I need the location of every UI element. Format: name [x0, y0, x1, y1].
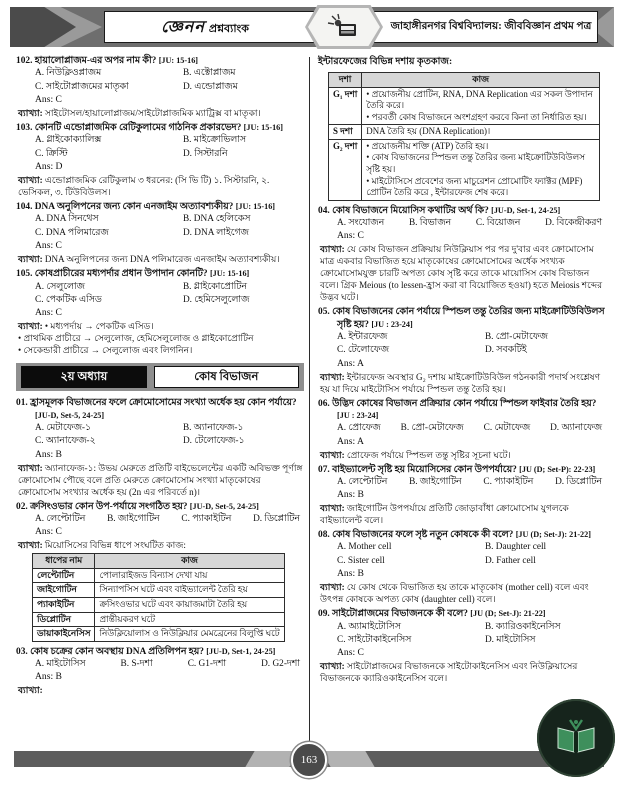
- question-text: 104. DNA অনুলিপনের জন্য কোন এনজাইম অত্যাবশ্যকীয়? [JU: 15-16]: [16, 202, 276, 213]
- options-grid: [16, 422, 304, 449]
- explanation-label: ব্যাখ্যা:: [320, 661, 345, 672]
- table-header-cell: ধাপের নাম: [33, 554, 95, 569]
- chapter-number: ২য় অধ্যায়: [21, 366, 147, 388]
- explanation-label: ব্যাখ্যা:: [320, 244, 345, 255]
- interphase-table-holder: [318, 72, 606, 201]
- option: A. মাইটোসিস: [35, 659, 86, 669]
- table-row: [33, 598, 285, 613]
- options-grid: [318, 217, 606, 230]
- option: A. নিউক্লিওপ্লাজম: [35, 68, 102, 79]
- explanation-line: [16, 684, 304, 696]
- question-text: 02. ক্রসিংওভার কোন উপ-পর্যায়ে সংগঠিত হয়? [JU-D, Set-5, 24-25]: [16, 501, 259, 512]
- question-block: [16, 268, 304, 356]
- option: C. অ্যানাফেজ-২: [35, 436, 96, 447]
- table-cell: S দশা: [329, 125, 362, 140]
- table-cell: ক্রসিংওভার ঘটে এবং কায়াজমাটা তৈরি হয়: [95, 598, 284, 613]
- option: B. DNA হেলিকেস: [182, 214, 251, 225]
- explanation-line: ব্যাখ্যা: অ্যানাফেজ-১: উভয় মেরুতে প্রতিটি বাইভেলেন্টের একটি অবিভক্ত পূর্ণাঙ্গ ক্রোমোসোম পৌছে বলে প্রতি মেরুতে ক্রোমোসোম সংখ্যা মাতৃকোষের ক্রোমোসোম সংখ্যার অর্ধেক হয় (2n এর পরিবর্তে n)।: [18, 462, 303, 497]
- question-block: [318, 464, 606, 527]
- question-number: 105.: [16, 269, 35, 280]
- lamp-book-icon: [327, 13, 361, 41]
- brand-logo-watermark: [537, 699, 615, 777]
- option: B. জাইগোটিন: [409, 476, 462, 487]
- table-row: [33, 583, 285, 598]
- question-block: [16, 397, 304, 497]
- answer-line: Ans: B: [35, 671, 62, 683]
- right-column: [318, 55, 606, 687]
- table-cell-line: • কোষ বিভাজনের স্পিন্ডল তন্তু তৈরির জন্য মাইক্রোটিউবিউলস সৃষ্টি হয়।: [366, 152, 585, 175]
- explanation-line: ব্যাখ্যা: জাইগোটিন উপপর্যায়ে প্রতিটি জোড়াবাঁধা ক্রোমোসোম যুগলকে বাইভ্যালেন্ট বলে।: [320, 503, 569, 526]
- option: A. মেটাফেজ-১: [35, 422, 92, 433]
- explanation-line: ব্যাখ্যা: • মধ্যপর্দায় → পেকটিক এসিড।: [18, 321, 154, 332]
- answer-line: Ans: C: [35, 307, 62, 319]
- explanation-label: ব্যাখ্যা:: [320, 582, 345, 593]
- options-grid: [16, 658, 304, 671]
- chapter-title: কোষ বিভাজন: [154, 366, 299, 388]
- brand-area: [105, 14, 305, 41]
- table-cell: নিউক্লিয়োলাস ও নিউক্লিয়ার মেমব্রেনের বিলুপ্তি ঘটে: [95, 627, 284, 642]
- question-ref: [JU: 15-16]: [243, 123, 283, 133]
- option: C. প্যাকাইটিন: [181, 513, 232, 524]
- option: D. অ্যানাফেজ: [550, 423, 602, 434]
- table-cell: [362, 125, 600, 140]
- question-ref: [JU: 15-16]: [235, 202, 276, 212]
- option: D. ডিপ্লোটিন: [253, 513, 300, 524]
- explanation-label: ব্যাখ্যা:: [320, 449, 345, 460]
- brand-title: জ্ঞেনন: [161, 18, 205, 36]
- question-block: [318, 529, 606, 605]
- question-ref: [JU-D, Set-5, 24-25]: [189, 501, 259, 511]
- options-grid: [318, 422, 606, 435]
- table-cell: লেপ্টোটিন: [33, 568, 95, 583]
- options-grid: [16, 281, 304, 308]
- table-header-row: [33, 554, 285, 569]
- header-banner: [10, 7, 614, 47]
- option: D. বিকেন্দ্রীকরণ: [545, 218, 602, 228]
- option: C. সাইটোকাইনেসিস: [337, 634, 412, 645]
- option: D. G2-দশা: [261, 659, 300, 669]
- answer-line: Ans: C: [35, 240, 62, 252]
- explanation-label: ব্যাখ্যা:: [18, 321, 43, 332]
- question-ref: [JU-D, Set-5, 24-25]: [35, 410, 105, 420]
- column-divider: [309, 57, 310, 746]
- question-number: 04.: [318, 205, 333, 216]
- explanation-line: ব্যাখ্যা: ইন্টারফেজ অবস্থার G₂ দশায় মাইক্রোটিউবিউল গঠনকারী পদার্থ সংশ্লেষণ হয় যা দিয়ে মাইটোসিস পর্যায়ে স্পিন্ডল তন্তু তৈরি হয়।: [320, 371, 601, 394]
- question-ref: [JU: 15-16]: [158, 56, 199, 65]
- question-ref: [JU (D; Set-J): 21-22]: [515, 530, 591, 540]
- table-cell: জাইগোটিন: [33, 583, 95, 598]
- explanation-line: ব্যাখ্যা: সাইটোপ্লাজমের বিভাজনকে সাইটোকাইনেসিস এবং নিউক্লিয়াসের বিভাজনকে ক্যারিওকাইনেসিস বলে।: [320, 661, 578, 684]
- options-grid: [16, 213, 304, 240]
- option: D. এন্ডোপ্লাজম: [182, 81, 238, 92]
- option: B. গ্লাইকোপ্রোটিন: [182, 281, 247, 292]
- option: B. প্রো-মেটাফেজ: [484, 331, 548, 342]
- table-cell: সিন্যাপসিস ঘটে এবং বাইভ্যালেন্ট তৈরি হয়: [95, 583, 284, 598]
- option: B. জাইগোটিন: [107, 513, 160, 524]
- explanation-label: ব্যাখ্যা:: [18, 108, 43, 119]
- table-row: [33, 568, 285, 583]
- page-number-badge: 163: [291, 742, 327, 778]
- option: C. ক্রিস্টি: [35, 148, 68, 159]
- question-block: [16, 201, 304, 265]
- option: A. গ্লাইকোক্যালিক্স: [35, 135, 102, 146]
- table-cell: G₁ দশা: [329, 87, 362, 125]
- explanation-line: ব্যাখ্যা: DNA অনুলিপনের জন্য DNA পলিমারেজ এনজাইম অত্যাবশ্যকীয়।: [18, 254, 280, 265]
- table-row: [329, 139, 600, 200]
- option: A. DNA সিনথেস: [35, 214, 99, 225]
- question-number: 01.: [16, 398, 31, 409]
- option: B. বিভাজন: [408, 218, 452, 228]
- data-table: [328, 72, 600, 201]
- table-cell: প্যাকাইটিন: [33, 598, 95, 613]
- option: A. প্রোফেজ: [337, 423, 381, 434]
- option: C. DNA পলিমারেজ: [35, 227, 109, 238]
- answer-line: Ans: B: [35, 448, 62, 460]
- question-number: 02.: [16, 501, 31, 512]
- option: C. G1-দশা: [187, 659, 227, 669]
- answer-line: Ans: D: [35, 161, 63, 173]
- question-text: 04. কোষ বিভাজনে মিয়োসিস কথাটির অর্থ কি? [JU-D, Set-1, 24-25]: [318, 205, 561, 216]
- option: C. টেলোফেজ: [337, 345, 389, 356]
- explanation-line: ব্যাখ্যা: সাইটোসল/হায়ালোপ্লাজম/সাইটোপ্লাজমিক ম্যাট্রিক্স বা মাতৃকা।: [18, 108, 261, 119]
- question-number: 102.: [16, 56, 35, 66]
- option: C. Sister cell: [337, 555, 385, 566]
- question-ref: [JU-D, Set-1, 24-25]: [491, 205, 561, 215]
- table-cell: G₂ দশা: [329, 139, 362, 200]
- option: D. DNA লাইগেজ: [182, 227, 249, 238]
- question-block: [16, 122, 304, 198]
- option: C. পেকটিক এসিড: [35, 294, 102, 305]
- explanation-label: ব্যাখ্যা:: [320, 503, 345, 514]
- option: D. Father cell: [484, 555, 536, 566]
- question-text: 09. সাইটোপ্লাজমের বিভাজনকে কী বলে? [JU (D; Set-J): 21-22]: [318, 609, 546, 620]
- table-cell-line: • প্রয়োজনীয় শক্তি (ATP) তৈরি হয়।: [366, 140, 489, 151]
- option: D. সিস্টারনি: [182, 148, 228, 159]
- option: B. এক্টোপ্লাজম: [182, 68, 236, 79]
- question-number: 06.: [318, 398, 333, 409]
- options-grid: [318, 541, 606, 568]
- table-cell: [362, 87, 600, 125]
- question-block: [16, 501, 304, 642]
- header-right-title: জাহাঙ্গীরনগর বিশ্ববিদ্যালয়: জীববিজ্ঞান প্রথম পত্র: [390, 20, 592, 32]
- option: D. মাইটোসিস: [484, 634, 536, 645]
- question-ref: [JU : 23-24]: [337, 410, 379, 420]
- table-row: [329, 125, 600, 140]
- question-block: [16, 55, 304, 119]
- question-ref: [JU-D, Set-1, 24-25]: [206, 646, 276, 656]
- table-header-cell: দশা: [329, 73, 362, 88]
- questions-04-09: [318, 205, 606, 685]
- explanation-line: ব্যাখ্যা: যে কোষ থেকে বিভাজিত হয় তাকে মাতৃকোষ (mother cell) বলে এবং উৎপন্ন কোষকে অপত্য কোষ (daughter cell) বলে।: [320, 582, 589, 605]
- option: A. সেলুলোজ: [35, 281, 85, 292]
- answer-line: Ans: B: [337, 489, 364, 501]
- answer-line: Ans: B: [337, 568, 364, 580]
- explanation-label: ব্যাখ্যা:: [320, 371, 345, 382]
- question-text: 03. কোষ চক্রের কোন অবস্থায় DNA প্রতিলিপন হয়? [JU-D, Set-1, 24-25]: [16, 646, 276, 657]
- options-grid: [16, 67, 304, 94]
- option: A. Mother cell: [337, 542, 392, 553]
- question-ref: [JU : 23-24]: [371, 319, 413, 329]
- question-ref: [JU: 15-16]: [209, 269, 250, 279]
- explanation-label: ব্যাখ্যা:: [18, 175, 43, 186]
- question-text: 07. বাইভ্যালেন্ট সৃষ্টি হয় মিয়োসিসের কোন উপপর্যায়ে? [JU (D; Set-P): 22-23]: [318, 464, 596, 475]
- option: A. ইন্টারফেজ: [337, 331, 388, 342]
- question-number: 05.: [318, 307, 333, 318]
- question-text: 103. কোনটি এন্ডোপ্লাজমিক রেটিকুলামের গাঠনিক প্রকারভেদ? [JU: 15-16]: [16, 123, 283, 134]
- table-cell: [362, 139, 600, 200]
- question-block: [318, 608, 606, 684]
- answer-line: Ans: C: [35, 94, 62, 106]
- question-block: [318, 398, 606, 461]
- question-text: 06. উদ্ভিদ কোষের বিভাজন প্রক্রিয়ার কোন পর্যায়ে স্পিন্ডল ফাইবার তৈরি হয়? [JU : 23-24]: [318, 398, 597, 420]
- header-badge-inner: [308, 8, 380, 46]
- option: A. লেপ্টোটিন: [35, 513, 86, 524]
- answer-line: Ans: A: [337, 435, 364, 447]
- option: B. S-দশা: [120, 659, 153, 669]
- table-row: [33, 612, 285, 627]
- explanation-line: • সেকেন্ডারী প্রাচীরে → সেলুলোজ এবং লিগনিন।: [18, 345, 193, 356]
- question-block: [16, 646, 304, 697]
- questions-01-03: [16, 397, 304, 696]
- table-header-cell: কাজ: [362, 73, 600, 88]
- table-cell-line: • পরবর্তী কোষ বিভাজনে অংশগ্রহণ করবে কিনা তা নির্ধারিত হয়।: [366, 111, 587, 122]
- explanation-line: • প্রাথমিক প্রাচীরে → সেলুলোজ, হেমিসেলুলোজ ও গ্লাইকোপ্রোটিন: [18, 333, 254, 344]
- option: C. প্যাকাইটিন: [483, 476, 534, 487]
- table-header-row: [329, 73, 600, 88]
- question-text: 05. কোষ বিভাজনের কোন পর্যায়ে স্পিন্ডল তন্তু তৈরির জন্য মাইক্রোটিউবিউলস সৃষ্টি হয়? [JU : 23-24]: [318, 307, 605, 330]
- question-number: 03.: [16, 646, 31, 657]
- explanation-label: ব্যাখ্যা:: [18, 540, 43, 551]
- answer-line: Ans: C: [337, 230, 364, 242]
- question-number: 103.: [16, 123, 35, 134]
- explanation-line: ব্যাখ্যা: যে কোষ বিভাজন প্রক্রিয়ায় নিউক্লিয়াস পর পর দু'বার এবং ক্রোমোসোম মাত্র একবার বিভাজিত হয়ে মাতৃকোষের ক্রোমোসোমের অর্ধেক সংখ্যক ক্রোমোসোমযুক্ত চারটি অপত্য কোষ সৃষ্টি করে তাকে মায়োসিস কোষ বিভাজন বলে। গ্রিক Meious (to lessen-হ্রাস করা বা বিয়োজিত হওয়া) হতে Meiosis শব্দের উদ্ভব ঘটে।: [320, 244, 603, 303]
- question-number: 07.: [318, 464, 333, 475]
- question-block: [318, 205, 606, 304]
- table-cell: প্রান্তীয়করণ ঘটে: [95, 612, 284, 627]
- explanation-label: ব্যাখ্যা:: [18, 685, 43, 696]
- question-ref: [JU (D; Set-J): 21-22]: [470, 609, 546, 619]
- table-cell: ডায়াকাইনেসিস: [33, 627, 95, 642]
- question-number: 09.: [318, 609, 333, 620]
- brand-subtitle: প্রশ্নব্যাংক: [208, 22, 249, 35]
- table-cell-line: • মাইটোসিসে প্রবেশের জন্য মাচুরেশন প্রোমোটিং ফ্যাক্টর (MPF) প্রোটিন তৈরি করে , ইন্টারফেজ শেষ করে।: [366, 175, 583, 198]
- table-cell: ডিপ্লোটিন: [33, 612, 95, 627]
- answer-line: Ans: A: [337, 357, 364, 369]
- option: B. Daughter cell: [484, 542, 547, 553]
- option: A. অ্যামাইটোসিস: [337, 621, 401, 632]
- options-grid: [318, 476, 606, 489]
- questions-102-105: [16, 55, 304, 356]
- table-row: [329, 87, 600, 125]
- option: A. লেপ্টোটিন: [337, 476, 388, 487]
- explanation-line: ব্যাখ্যা: এন্ডোপ্লাজমিক রেটিকুলাম ৩ ধরনের: (সি ভি টি) ১. সিস্টারনি, ২. ভেসিকল, ৩. টিউবিউলস।: [18, 175, 270, 198]
- table-cell: পোলারাইজড বিন্যাস দেখা যায়: [95, 568, 284, 583]
- option: B. মাইক্রোভিলাস: [182, 135, 247, 146]
- question-text: 08. কোষ বিভাজনের ফলে সৃষ্ট নতুন কোষকে কী বলে? [JU (D; Set-J): 21-22]: [318, 530, 591, 541]
- question-number: 104.: [16, 202, 35, 213]
- option: D. হেমিসেলুলোজ: [182, 294, 250, 305]
- open-book-icon: [553, 717, 599, 759]
- chapter-header: [16, 363, 304, 391]
- option: D. সবকটিই: [484, 345, 527, 356]
- table-row: [33, 627, 285, 642]
- option: A. সংযোজন: [337, 218, 385, 228]
- option: B. ক্যারিওকাইনেসিস: [484, 621, 561, 632]
- option: D. ডিপ্লোটিন: [555, 476, 602, 487]
- question-text: 01. হ্রাসমূলক বিভাজনের ফলে ক্রোমোসোমের সংখ্যা অর্ধেক হয় কোন পর্যায়ে? [JU-D, Set-5, 24-25]: [16, 398, 297, 420]
- table-cell-line: • প্রয়োজনীয় প্রোটিন, RNA, DNA Replication এর সকল উপাদান তৈরি করে।: [366, 88, 593, 111]
- question-text: 105. কোষপ্রাচীরের মধ্যপর্দার প্রধান উপাদান কোনটি? [JU: 15-16]: [16, 269, 250, 280]
- explanation-line: ব্যাখ্যা: মিয়োসিসের বিভিন্ন ধাপে সংঘটিত কাজ:: [18, 540, 186, 551]
- explanation-line: ব্যাখ্যা: প্রোফেজ পর্যায়ে স্পিন্ডল তন্তু সৃষ্টির সূচনা ঘটে।: [320, 449, 511, 460]
- options-grid: [318, 621, 606, 648]
- left-column: [16, 55, 304, 699]
- explanation-label: ব্যাখ্যা:: [18, 462, 43, 473]
- answer-line: Ans: C: [337, 647, 364, 659]
- option: C. বিয়োজন: [475, 218, 521, 228]
- answer-line: Ans: C: [35, 526, 62, 538]
- table-header-cell: কাজ: [95, 554, 284, 569]
- table-cell-line: DNA তৈরি হয় (DNA Replication)।: [366, 126, 491, 137]
- interphase-intro: ইন্টারফেজের বিভিন্ন দশায় কৃতকাজ:: [318, 56, 453, 67]
- options-grid: [16, 513, 304, 526]
- option: B. অ্যানাফেজ-১: [182, 422, 244, 433]
- explanation-label: ব্যাখ্যা:: [18, 254, 43, 265]
- option: D. টেলোফেজ-১: [182, 436, 245, 447]
- options-grid: [16, 134, 304, 161]
- option: C. মেটাফেজ: [483, 423, 531, 434]
- question-number: 08.: [318, 530, 333, 541]
- data-table: [32, 553, 285, 641]
- option: B. প্রো-মেটাফেজ: [400, 423, 464, 434]
- question-block: [318, 306, 606, 394]
- question-ref: [JU (D; Set-P): 22-23]: [519, 464, 596, 474]
- option: C. সাইটোপ্লাজমের মাতৃকা: [35, 81, 129, 92]
- options-grid: [318, 331, 606, 358]
- header-badge: [305, 5, 383, 49]
- question-text: 102. হায়ালোপ্লাজম-এর অপর নাম কী? [JU: 15-16]: [16, 56, 199, 66]
